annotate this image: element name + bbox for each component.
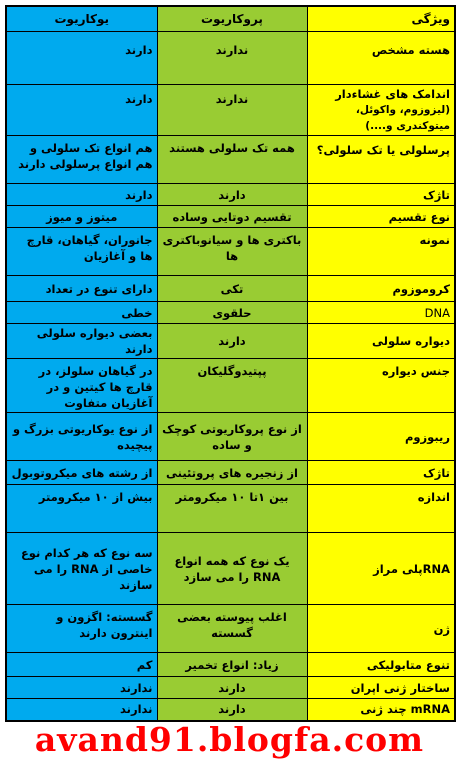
feature-cell: نوع تقسیم	[307, 206, 455, 228]
eukaryote-cell: دارند	[6, 32, 157, 85]
table-row	[6, 206, 455, 228]
table-row	[6, 461, 455, 485]
feature-cell: DNA	[307, 302, 455, 324]
prokaryote-cell: حلقوی	[157, 302, 307, 324]
feature-cell: ژن	[307, 605, 455, 653]
prokaryote-cell: بین ۱تا ۱۰ میکرومتر	[157, 485, 307, 533]
table-row	[6, 699, 455, 721]
table-row	[6, 85, 455, 136]
eukaryote-cell: دارند	[6, 184, 157, 206]
table-row	[6, 184, 455, 206]
eukaryote-cell: از نوع یوکاریوتی بزرگ و پیچیده	[6, 413, 157, 461]
prokaryote-cell: دارند	[157, 699, 307, 721]
eukaryote-cell: جانوران، گیاهان، قارچ ها و آغازیان	[6, 228, 157, 276]
feature-main-text: اندامک های غشاءدار	[335, 87, 450, 101]
comparison-document	[5, 5, 454, 722]
eukaryote-cell: هم انواع تک سلولی و هم انواع پرسلولی دارند	[6, 136, 157, 184]
eukaryote-cell: کم	[6, 653, 157, 677]
prokaryote-cell: باکتری ها و سیانوباکتری ها	[157, 228, 307, 276]
feature-cell: تاژک	[307, 184, 455, 206]
feature-cell: ساختار ژنی اپران	[307, 677, 455, 699]
eukaryote-cell: گسسته: اگزون و اینترون دارند	[6, 605, 157, 653]
prokaryote-cell: یک نوع که همه انواع RNA را می سازد	[157, 533, 307, 605]
table-row	[6, 413, 455, 461]
prokaryote-cell: همه تک سلولی هستند	[157, 136, 307, 184]
feature-cell	[307, 85, 455, 136]
feature-cell: هسته مشخص	[307, 32, 455, 85]
table-row	[6, 136, 455, 184]
table-row	[6, 653, 455, 677]
feature-cell: دیواره سلولی	[307, 324, 455, 359]
eukaryote-cell: دارند	[6, 85, 157, 136]
table-row	[6, 533, 455, 605]
prokaryote-cell: دارند	[157, 184, 307, 206]
comparison-table	[5, 5, 456, 722]
prokaryote-cell: تقسیم دوتایی وساده	[157, 206, 307, 228]
blog-url-watermark: avand91.blogfa.com	[34, 720, 425, 759]
table-row	[6, 32, 455, 85]
feature-cell: نمونه	[307, 228, 455, 276]
prokaryote-cell: از زنجیره های پروتئینی	[157, 461, 307, 485]
prokaryote-cell: از نوع پروکاریوتی کوچک و ساده	[157, 413, 307, 461]
eukaryote-cell: ندارند	[6, 699, 157, 721]
table-row	[6, 485, 455, 533]
feature-cell: mRNA چند ژنی	[307, 699, 455, 721]
prokaryote-cell: تکی	[157, 276, 307, 302]
eukaryote-cell: در گیاهان سلولز، در قارچ ها کیتین و در آغازیان متفاوت	[6, 359, 157, 413]
eukaryote-cell: بعضی دیواره سلولی دارند	[6, 324, 157, 359]
eukaryote-cell: خطی	[6, 302, 157, 324]
eukaryote-cell: سه نوع که هر کدام نوع خاصی از RNA را می سازند	[6, 533, 157, 605]
feature-cell: جنس دیواره	[307, 359, 455, 413]
prokaryote-cell: دارند	[157, 324, 307, 359]
eukaryote-cell: بیش از ۱۰ میکرومتر	[6, 485, 157, 533]
header-prokaryote: پروکاریوت	[157, 6, 307, 32]
prokaryote-cell: ندارند	[157, 32, 307, 85]
feature-cell: کروموزوم	[307, 276, 455, 302]
table-row	[6, 677, 455, 699]
table-row	[6, 302, 455, 324]
feature-cell: پرسلولی یا تک سلولی؟	[307, 136, 455, 184]
prokaryote-cell: دارند	[157, 677, 307, 699]
feature-cell: ریبوزوم	[307, 413, 455, 461]
feature-cell: اندازه	[307, 485, 455, 533]
header-feature: ویژگی	[307, 6, 455, 32]
table-row	[6, 324, 455, 359]
prokaryote-cell: ندارند	[157, 85, 307, 136]
feature-cell: RNAپلی مراز	[307, 533, 455, 605]
prokaryote-cell: زیاد: انواع تخمیر	[157, 653, 307, 677]
header-eukaryote: یوکاریوت	[6, 6, 157, 32]
prokaryote-cell: اغلب پیوسته بعضی گسسته	[157, 605, 307, 653]
eukaryote-cell: میتوز و میوز	[6, 206, 157, 228]
table-row	[6, 228, 455, 276]
feature-cell: تنوع متابولیکی	[307, 653, 455, 677]
table-row	[6, 605, 455, 653]
feature-sub-text: (لیزوزوم، واکوئل، میتوکندری و....)	[355, 104, 450, 132]
prokaryote-cell: پپتیدوگلیکان	[157, 359, 307, 413]
table-row	[6, 359, 455, 413]
eukaryote-cell: از رشته های میکروتوبول	[6, 461, 157, 485]
table-row	[6, 276, 455, 302]
eukaryote-cell: دارای تنوع در تعداد	[6, 276, 157, 302]
feature-cell: تاژک	[307, 461, 455, 485]
table-header-row	[6, 6, 455, 32]
eukaryote-cell: ندارند	[6, 677, 157, 699]
